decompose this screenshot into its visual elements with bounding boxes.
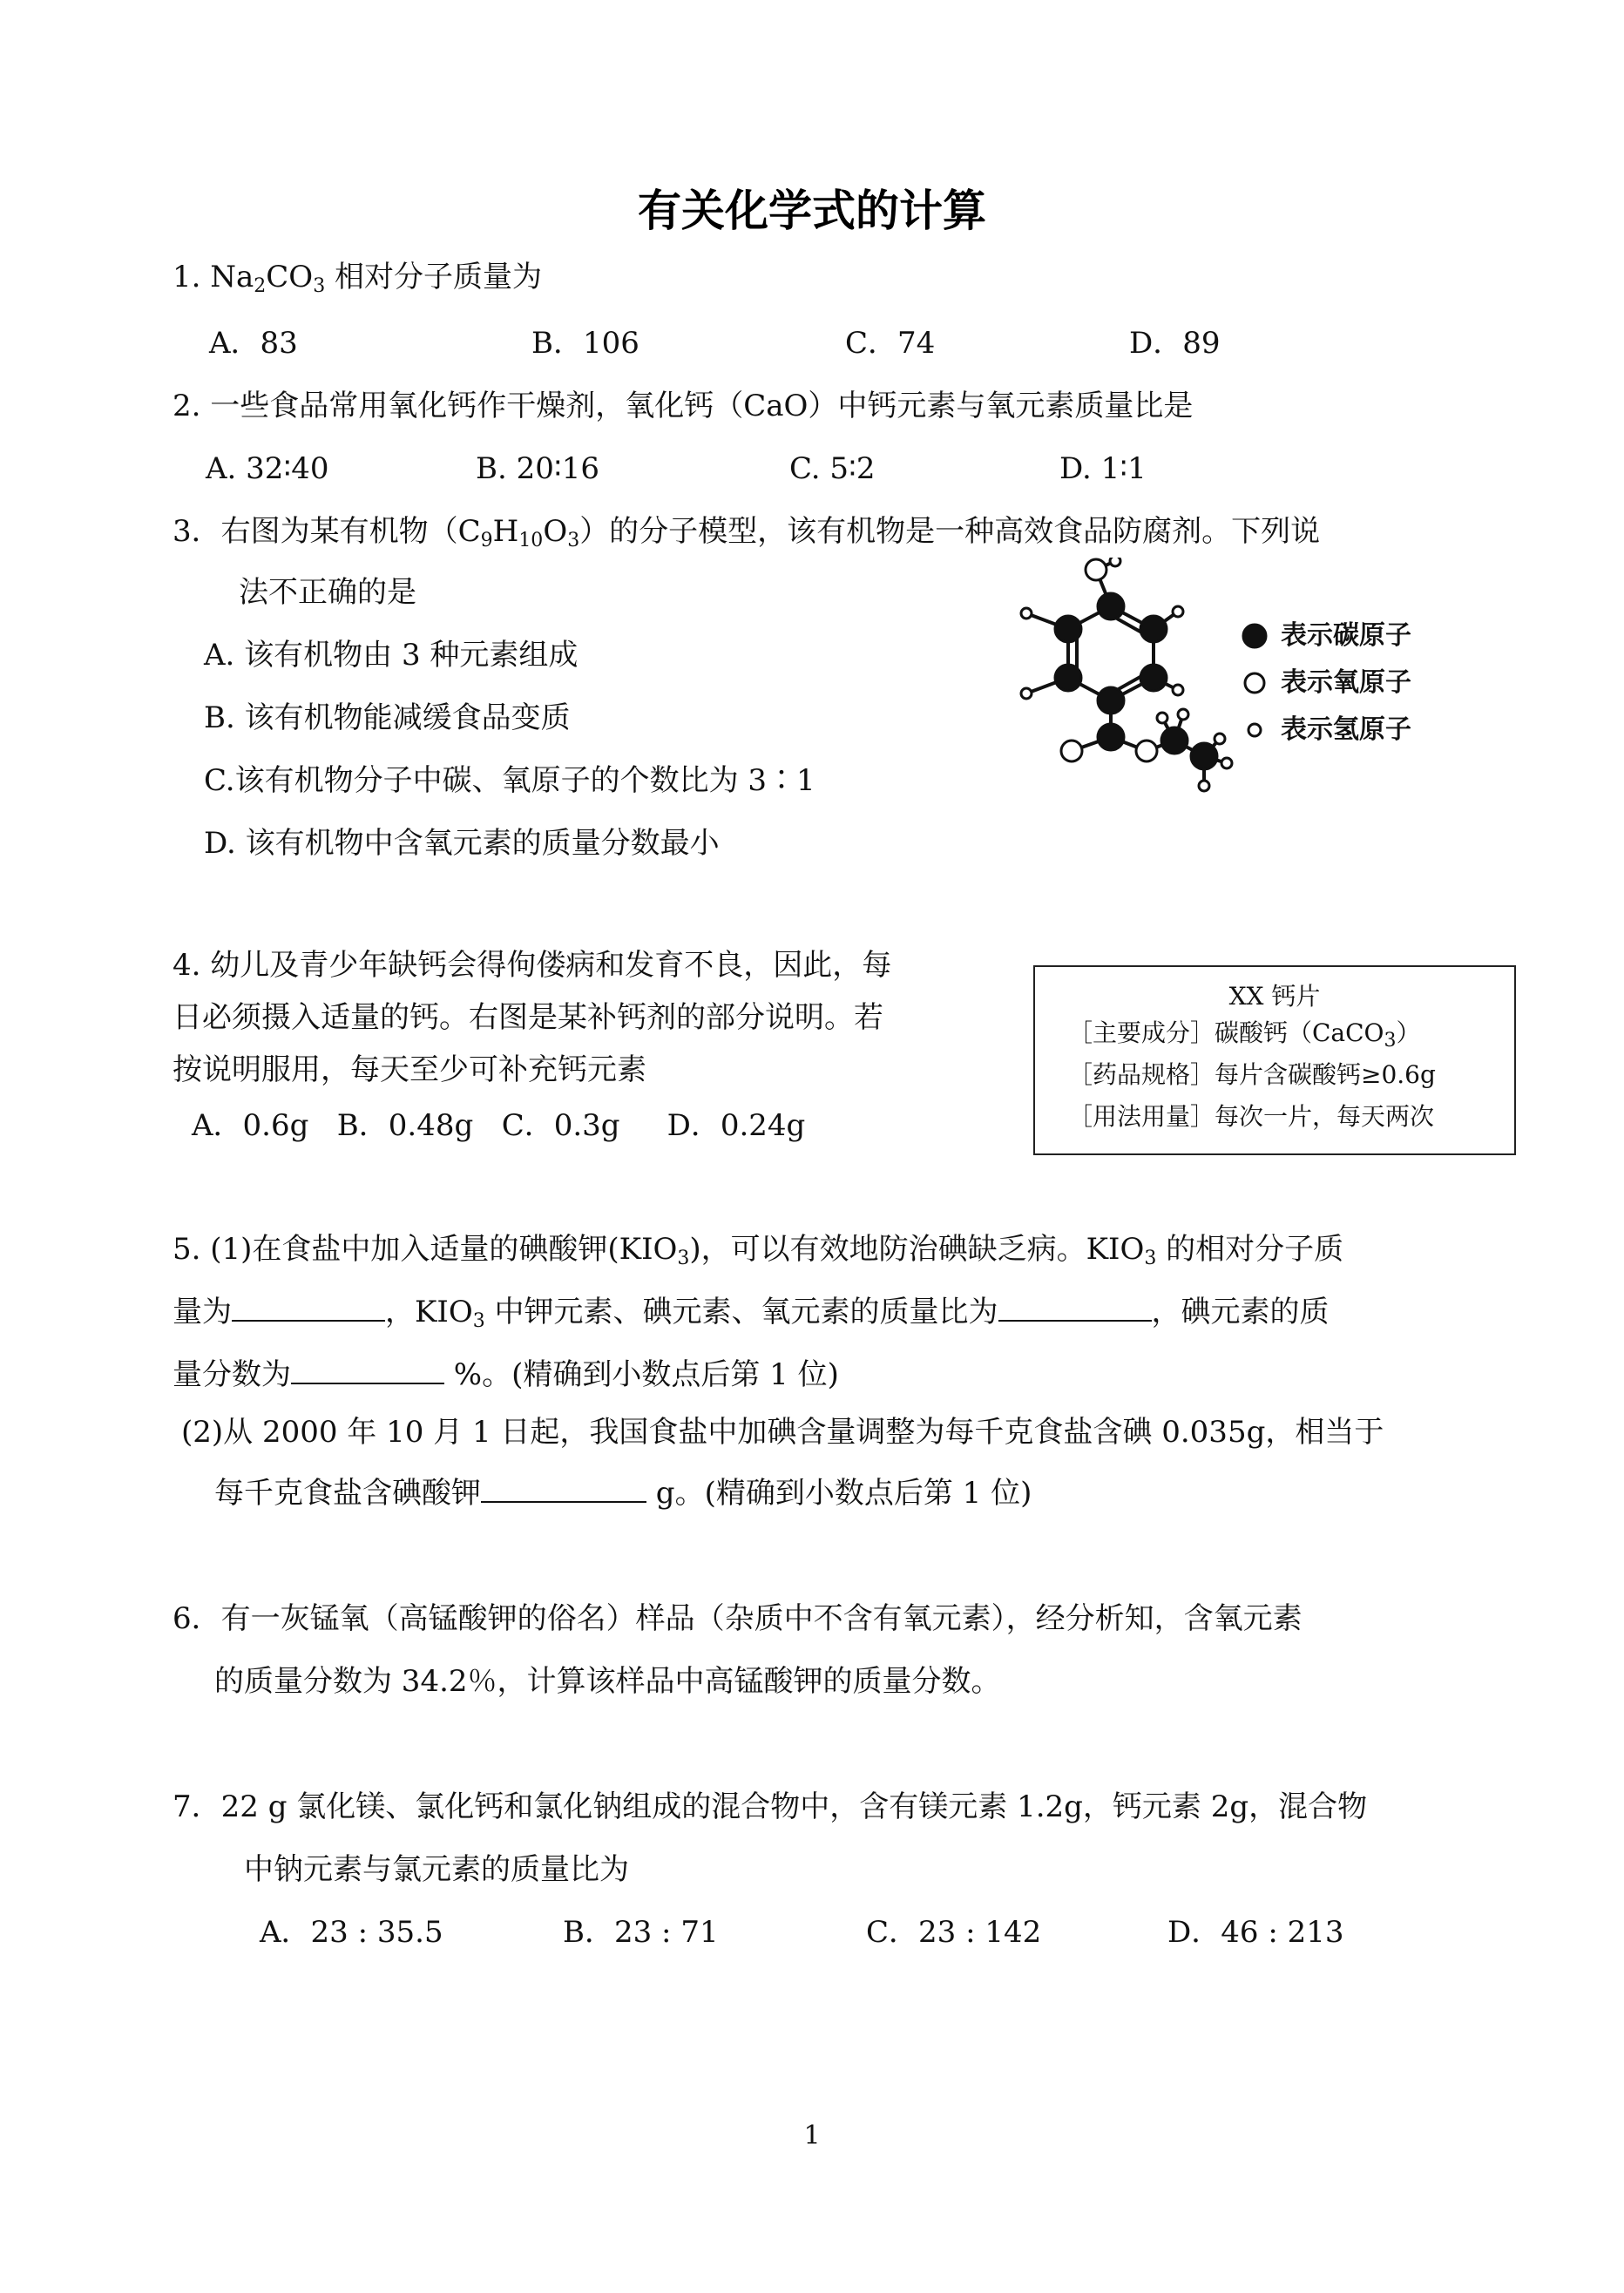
question-text: 5. (1)在食盐中加入适量的碘酸钾(KIO <box>173 1232 678 1267</box>
q4-options: A．0.6g B．0.48g C．0.3g D．0.24g <box>192 1108 806 1143</box>
formula-subscript: 2 <box>254 275 267 297</box>
formula-part: CO <box>266 260 314 294</box>
question-text: %。(精确到小数点后第 1 位) <box>444 1357 839 1392</box>
question-3-stem <box>173 512 1320 551</box>
question-7-line1: 7．22 g 氯化镁、氯化钙和氯化钠组成的混合物中，含有镁元素 1.2g，钙元素 2g，混合物 <box>173 1789 1368 1824</box>
question-6-line2: 的质量分数为 34.2％，计算该样品中高锰酸钾的质量分数。 <box>214 1664 1001 1699</box>
box-text: ［主要成分］碳酸钙（CaCO <box>1068 1018 1384 1047</box>
q2-option-b: B. 20∶16 <box>476 451 599 486</box>
formula-subscript: 3 <box>1144 1248 1157 1269</box>
formula-subscript: 3 <box>1384 1030 1397 1052</box>
question-text: 量为 <box>173 1295 232 1329</box>
question-text: ）的分子模型，该有机物是一种高效食品防腐剂。下列说 <box>579 514 1321 549</box>
molecule-model-figure <box>985 558 1237 802</box>
formula-subscript: 3 <box>472 1310 485 1332</box>
question-6-line1: 6．有一灰锰氧（高锰酸钾的俗名）样品（杂质中不含有氧元素），经分析知，含氧元素 <box>173 1601 1303 1636</box>
q3-option-a: A. 该有机物由 3 种元素组成 <box>204 638 579 673</box>
calcium-tablet-label-box <box>1033 965 1516 1155</box>
formula-subscript: 10 <box>518 530 544 551</box>
q3-option-c: C.该有机物分子中碳、氧原子的个数比为 3∶1 <box>204 763 815 798</box>
q1-option-d: D．89 <box>1129 326 1221 361</box>
answer-blank-mass-ratio[interactable] <box>998 1294 1152 1322</box>
formula-part: Na <box>210 260 254 294</box>
box-text: ） <box>1396 1018 1421 1047</box>
page-title: 有关化学式的计算 <box>638 186 986 236</box>
formula-part: O <box>543 514 568 549</box>
question-7-line2: 中钠元素与氯元素的质量比为 <box>244 1852 629 1887</box>
box-line-spec: ［药品规格］每片含碳酸钙≥0.6g <box>1068 1060 1436 1089</box>
question-4-line1: 4. 幼儿及青少年缺钙会得佝偻病和发育不良，因此，每 <box>173 948 892 983</box>
formula-part: H <box>492 514 519 549</box>
answer-blank-molar-mass[interactable] <box>232 1294 385 1322</box>
answer-blank-potassium-iodate[interactable] <box>481 1475 646 1503</box>
q1-option-c: C．74 <box>845 326 936 361</box>
legend-carbon-label: 表示碳原子 <box>1281 620 1411 651</box>
question-3-stem-line2: 法不正确的是 <box>239 575 416 610</box>
q7-option-d: D．46 : 213 <box>1167 1915 1344 1950</box>
oxygen-atom-icon <box>1245 673 1264 693</box>
q2-option-a: A. 32∶40 <box>206 451 329 486</box>
formula-subscript: 3 <box>677 1248 690 1269</box>
legend-oxygen-label: 表示氧原子 <box>1281 667 1411 698</box>
q1-option-a: A．83 <box>209 326 298 361</box>
q7-option-b: B．23 : 71 <box>563 1915 719 1950</box>
q1-option-b: B．106 <box>531 326 639 361</box>
formula-subscript: 3 <box>567 530 580 551</box>
q3-option-d: D. 该有机物中含氧元素的质量分数最小 <box>204 826 720 861</box>
question-1-stem <box>173 258 542 296</box>
q2-option-d: D. 1∶1 <box>1059 451 1147 486</box>
hydrogen-atom-icon <box>1248 724 1261 736</box>
formula-subscript: 3 <box>313 275 326 297</box>
question-5-part2-line2 <box>214 1474 1032 1512</box>
question-text: 每千克食盐含碘酸钾 <box>214 1476 481 1511</box>
q7-option-c: C．23 : 142 <box>866 1915 1042 1950</box>
question-5-line2 <box>173 1293 1330 1331</box>
box-line-dosage: ［用法用量］每次一片，每天两次 <box>1068 1102 1435 1131</box>
question-text: 量分数为 <box>173 1357 291 1392</box>
question-text: )，可以有效地防治碘缺乏病。KIO <box>689 1232 1145 1267</box>
question-5-line1 <box>173 1230 1343 1268</box>
question-2-stem: 2. 一些食品常用氧化钙作干燥剂，氧化钙（CaO）中钙元素与氧元素质量比是 <box>173 389 1194 423</box>
q3-option-b: B. 该有机物能减缓食品变质 <box>204 700 571 735</box>
question-number: 1. <box>173 260 201 294</box>
q2-option-c: C. 5∶2 <box>789 451 876 486</box>
question-5-part2-line1: (2)从 2000 年 10 月 1 日起，我国食盐中加碘含量调整为每千克食盐含碘 0.035g，相当于 <box>181 1415 1384 1450</box>
legend-hydrogen-label: 表示氢原子 <box>1281 714 1411 745</box>
formula-subscript: 9 <box>480 530 493 551</box>
question-text: ，碘元素的质 <box>1151 1295 1330 1329</box>
question-5-line3 <box>173 1356 839 1394</box>
question-text: ，KIO <box>385 1295 473 1329</box>
carbon-atom-icon <box>1243 625 1266 647</box>
question-text: 的相对分子质 <box>1156 1232 1344 1267</box>
q7-option-a: A．23 : 35.5 <box>260 1915 443 1950</box>
question-text: 3．右图为某有机物（C <box>173 514 481 549</box>
question-text: 中钾元素、碘元素、氧元素的质量比为 <box>484 1295 998 1329</box>
question-4-line2: 日必须摄入适量的钙。右图是某补钙剂的部分说明。若 <box>173 1000 883 1035</box>
question-text: 相对分子质量为 <box>335 260 542 294</box>
answer-blank-mass-fraction[interactable] <box>291 1356 444 1384</box>
box-title: XX 钙片 <box>1228 982 1321 1011</box>
question-4-line3: 按说明服用，每天至少可补充钙元素 <box>173 1052 646 1087</box>
box-line-ingredient <box>1068 1018 1421 1052</box>
question-text: g。(精确到小数点后第 1 位) <box>646 1476 1032 1511</box>
page-number: 1 <box>803 2121 821 2151</box>
legend-markers <box>1237 620 1272 751</box>
